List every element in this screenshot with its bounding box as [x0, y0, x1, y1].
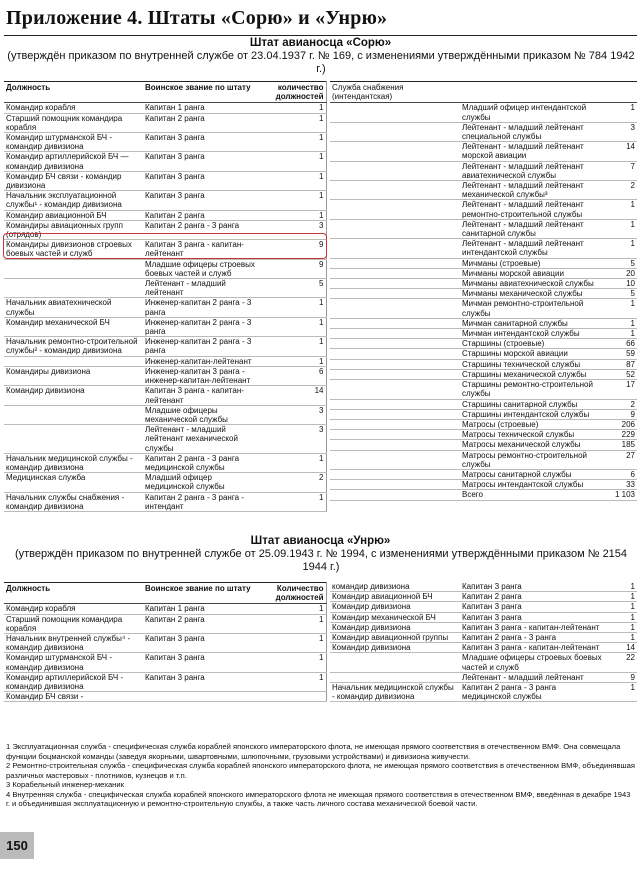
unryu-left-table [4, 582, 327, 702]
count-cell: 1 [604, 582, 637, 592]
empty-cell [330, 450, 460, 469]
rank-cell: Всего [460, 490, 604, 500]
table-row [330, 349, 637, 359]
count-cell: 14 [604, 142, 637, 161]
position-cell: Командир авиационной БЧ [330, 592, 460, 602]
table-row [4, 337, 326, 356]
unryu-header-count: Количество должностей [260, 583, 326, 604]
table-row [330, 219, 637, 238]
rank-cell: Капитан 2 ранга [143, 210, 260, 220]
empty-cell [330, 409, 460, 419]
count-cell: 1 [260, 317, 326, 336]
count-cell: 33 [604, 480, 637, 490]
rank-cell: Инженер-капитан 3 ранга - инженер-капитан-лейтенант [143, 366, 260, 385]
rank-cell: Лейтенант - младший лейтенант ремонтно-строительной службы [460, 200, 604, 219]
table-row [330, 329, 637, 339]
rank-cell: Капитан 2 ранга - 3 ранга медицинской службы [460, 683, 604, 702]
count-cell: 5 [604, 289, 637, 299]
rank-cell: Капитан 2 ранга - 3 ранга [460, 633, 604, 643]
position-cell: Начальник медицинской службы - командир дивизиона [4, 453, 143, 472]
rank-cell: Капитан 2 ранга [143, 113, 260, 132]
position-cell [4, 356, 143, 366]
rank-cell: Мичманы (строевые) [460, 258, 604, 268]
empty-cell [330, 239, 460, 258]
table-row [330, 181, 637, 200]
table-row [4, 317, 326, 336]
rank-cell: Капитан 3 ранга - капитан-лейтенант [460, 643, 604, 653]
table-row [4, 453, 326, 472]
table-row [330, 103, 637, 122]
rank-cell: Матросы (строевые) [460, 419, 604, 429]
empty-cell [330, 318, 460, 328]
count-cell: 14 [604, 643, 637, 653]
count-cell: 1 [604, 219, 637, 238]
position-cell: Командир артиллерийской БЧ — командир дивизиона [4, 152, 143, 171]
rank-cell: Мичман санитарной службы [460, 318, 604, 328]
unryu-title: Штат авианосца «Унрю» [250, 535, 391, 547]
count-cell: 206 [604, 419, 637, 429]
position-cell: Командир дивизиона [4, 386, 143, 405]
highlight-box [3, 233, 327, 259]
page-heading: Приложение 4. Штаты «Сорю» и «Унрю» [6, 7, 388, 29]
table-row [330, 643, 637, 653]
position-cell: Начальник авиатехнической службы [4, 298, 143, 317]
position-cell: Старший помощник командира корабля [4, 614, 143, 633]
table-row [4, 692, 326, 702]
table-row [330, 582, 637, 592]
footnote: 1 Эксплуатационная служба - специфическая служба кораблей японского императорского флота, не имеющая прямого соответствия в отечественном ВМФ. Она совмещала функции боцманской команды (заведуя якорными, швартовными, шлюпочными, грузовыми устройствами) и дивизиона живучести. [6, 742, 621, 761]
empty-cell [330, 339, 460, 349]
rank-cell: Матросы технической службы [460, 430, 604, 440]
count-cell: 1 [604, 633, 637, 643]
footnote: 3 Корабельный инженер-механик [6, 780, 124, 789]
empty-cell [330, 359, 460, 369]
count-cell: 1 [260, 133, 326, 152]
count-cell: 1 [604, 602, 637, 612]
position-cell [4, 425, 143, 454]
count-cell: 1 [604, 612, 637, 622]
rank-cell: Младший офицер медицинской службы [143, 473, 260, 492]
count-cell: 7 [604, 161, 637, 180]
rank-cell: Лейтенант - младший лейтенант авиатехнической службы [460, 161, 604, 180]
position-cell: Командир механической БЧ [330, 612, 460, 622]
count-cell: 17 [604, 380, 637, 399]
count-cell: 87 [604, 359, 637, 369]
count-cell: 9 [260, 240, 326, 259]
rank-cell: Капитан 1 ранга [143, 103, 260, 113]
rank-cell: Капитан 3 ранга [143, 634, 260, 653]
table-row [330, 612, 637, 622]
count-cell: 3 [260, 405, 326, 424]
rank-cell: Лейтенант - младший лейтенант [143, 279, 260, 298]
table-row [330, 200, 637, 219]
table-row [4, 653, 326, 672]
empty-cell [330, 289, 460, 299]
rank-cell: Лейтенант - младший лейтенант морской авиации [460, 142, 604, 161]
table-row [330, 592, 637, 602]
count-cell: 10 [604, 279, 637, 289]
rank-cell: Старшины (строевые) [460, 339, 604, 349]
table-row [330, 239, 637, 258]
count-cell: 1 [604, 299, 637, 318]
rank-cell: Матросы механической службы [460, 440, 604, 450]
count-cell: 14 [260, 386, 326, 405]
table-row [330, 602, 637, 612]
count-cell: 22 [604, 653, 637, 672]
position-cell [4, 279, 143, 298]
rank-cell: Младший офицер интендантской службы [460, 103, 604, 122]
table-row [330, 430, 637, 440]
count-cell: 1 [260, 337, 326, 356]
rank-cell: Капитан 3 ранга [460, 582, 604, 592]
count-cell: 9 [604, 409, 637, 419]
table-row [4, 425, 326, 454]
position-cell: Командир штурманской БЧ - командир дивизиона [4, 653, 143, 672]
rank-cell: Капитан 3 ранга - капитан-лейтенант [143, 240, 260, 259]
empty-cell [330, 258, 460, 268]
position-cell: Старший помощник командира корабля [4, 113, 143, 132]
rank-cell: Старшины механической службы [460, 369, 604, 379]
table-row [4, 210, 326, 220]
empty-cell [330, 268, 460, 278]
rank-cell: Капитан 3 ранга [143, 653, 260, 672]
count-cell: 27 [604, 450, 637, 469]
count-cell: 5 [604, 258, 637, 268]
count-cell: 1 [604, 318, 637, 328]
rank-cell: Капитан 2 ранга [460, 592, 604, 602]
count-cell: 1 [260, 356, 326, 366]
position-cell: Начальник ремонтно-строительной службы² - командир дивизиона [4, 337, 143, 356]
count-cell: 66 [604, 339, 637, 349]
rank-cell [143, 692, 260, 702]
rank-cell: Мичман ремонтно-строительной службы [460, 299, 604, 318]
empty-cell [330, 490, 460, 500]
empty-cell [330, 469, 460, 479]
count-cell: 185 [604, 440, 637, 450]
position-cell: Командиры дивизионов строевых боевых частей и служб [4, 240, 143, 259]
rank-cell: Капитан 2 ранга - 3 ранга - интендант [143, 492, 260, 511]
table-row [4, 298, 326, 317]
count-cell: 20 [604, 268, 637, 278]
rank-cell: Мичман интендантской службы [460, 329, 604, 339]
empty-cell [330, 122, 460, 141]
table-row [4, 366, 326, 385]
unryu-subtitle: (утверждён приказом по внутренней службе от 25.09.1943 г. № 1994, с изменениями утверждёнными приказом № 2154 1944 г.) [14, 548, 628, 573]
table-row [4, 405, 326, 424]
table-row [330, 318, 637, 328]
count-cell: 1 [260, 653, 326, 672]
position-cell: Командир штурманской БЧ - командир дивизиона [4, 133, 143, 152]
count-cell: 2 [604, 181, 637, 200]
table-row [330, 258, 637, 268]
count-cell: 9 [260, 259, 326, 278]
soryu-left-table [4, 81, 327, 512]
table-row [4, 634, 326, 653]
table-row [330, 480, 637, 490]
table-row [330, 279, 637, 289]
position-cell: Начальник службы снабжения - командир дивизиона [4, 492, 143, 511]
empty-cell [330, 430, 460, 440]
empty-cell [330, 369, 460, 379]
count-cell: 9 [604, 672, 637, 682]
rank-cell: Мичманы авиатехнической службы [460, 279, 604, 289]
empty-cell [330, 419, 460, 429]
position-cell: Командир корабля [4, 604, 143, 614]
count-cell: 1 [260, 604, 326, 614]
count-cell: 5 [260, 279, 326, 298]
rank-cell: Лейтенант - младший лейтенант специальной службы [460, 122, 604, 141]
count-cell: 1 [604, 239, 637, 258]
count-cell: 1 [260, 298, 326, 317]
rank-cell: Инженер-капитан-лейтенант [143, 356, 260, 366]
table-row [330, 622, 637, 632]
rank-cell: Старшины технической службы [460, 359, 604, 369]
count-cell: 2 [260, 473, 326, 492]
unryu-header-position: Должность [4, 583, 143, 604]
position-cell: Командир авиационной группы [330, 633, 460, 643]
table-row [4, 133, 326, 152]
count-cell [260, 692, 326, 702]
position-cell: Начальник медицинской службы - командир дивизиона [330, 683, 460, 702]
empty-cell [330, 440, 460, 450]
empty-cell [330, 349, 460, 359]
empty-cell [330, 103, 460, 122]
count-cell: 2 [604, 399, 637, 409]
count-cell: 1 [604, 200, 637, 219]
table-row [330, 419, 637, 429]
table-row [4, 492, 326, 511]
count-cell: 3 [604, 122, 637, 141]
table-row [4, 152, 326, 171]
rank-cell: Лейтенант - младший лейтенант механической службы [143, 425, 260, 454]
table-row [330, 409, 637, 419]
empty-cell [330, 200, 460, 219]
count-cell: 1 [260, 614, 326, 633]
soryu-title: Штат авианосца «Сорю» [249, 37, 392, 49]
footnote: 4 Внутренняя служба - специфическая служба кораблей японского императорского флота не имеющая прямого соответствия в отечественном ВМФ, введённая в декабре 1943 г. и объединившая эксплуатационную и ремонтно-строительную службы, а также часть личного состава механической боевой части. [6, 789, 631, 808]
rank-cell: Капитан 3 ранга [460, 602, 604, 612]
empty-cell [330, 380, 460, 399]
position-cell: Командир БЧ связи - командир дивизиона [4, 171, 143, 190]
table-row [330, 339, 637, 349]
count-cell: 1 [260, 210, 326, 220]
position-cell: Начальник внутренней службы⁴ - командир дивизиона [4, 634, 143, 653]
table-row [330, 122, 637, 141]
rank-cell: Младшие офицеры строевых боевых частей и служб [143, 259, 260, 278]
table-row [4, 356, 326, 366]
table-row [4, 614, 326, 633]
rank-cell: Младшие офицеры механической службы [143, 405, 260, 424]
heading-rule [4, 35, 637, 36]
table-row [330, 369, 637, 379]
rank-cell: Старшины санитарной службы [460, 399, 604, 409]
position-cell [4, 259, 143, 278]
position-cell: Командир БЧ связи - [4, 692, 143, 702]
position-cell [4, 405, 143, 424]
position-cell: Командир дивизиона [330, 602, 460, 612]
table-row [330, 683, 637, 702]
table-row [330, 450, 637, 469]
rank-cell: Матросы ремонтно-строительной службы [460, 450, 604, 469]
empty-cell [330, 219, 460, 238]
unryu-right-table [330, 582, 637, 702]
position-cell: Командир авиационной БЧ [4, 210, 143, 220]
footnotes [6, 742, 636, 809]
count-cell: 6 [604, 469, 637, 479]
col-header-supply: Служба снабжения (интендантская) [330, 82, 460, 103]
table-row [330, 490, 637, 500]
rank-cell: Старшины ремонтно-строительной службы [460, 380, 604, 399]
table-row [330, 399, 637, 409]
soryu-subtitle: (утверждён приказом по внутренней службе от 23.04.1937 г. № 169, с изменениями утверждёнными приказом № 784 1942 г.) [7, 50, 635, 75]
position-cell [330, 672, 460, 682]
table-row [330, 359, 637, 369]
empty-cell [330, 142, 460, 161]
count-cell: 1 [604, 329, 637, 339]
table-row [330, 633, 637, 643]
table-row [330, 289, 637, 299]
rank-cell: Лейтенант - младший лейтенант механической службы³ [460, 181, 604, 200]
table-row [4, 191, 326, 210]
count-cell: 1 103 [604, 490, 637, 500]
table-row [330, 161, 637, 180]
count-cell: 59 [604, 349, 637, 359]
footnote: 2 Ремонтно-строительная служба - специфическая служба кораблей японского императорского флота, не имеющая прямого соответствия в отечественном ВМФ, объединявшая различных мастеровых - плотников, кузнецов и т.п. [6, 761, 635, 780]
position-cell: Командиры дивизиона [4, 366, 143, 385]
position-cell: Командир дивизиона [330, 622, 460, 632]
position-cell [330, 653, 460, 672]
count-cell: 1 [260, 672, 326, 691]
table-row [330, 142, 637, 161]
count-cell: 229 [604, 430, 637, 440]
rank-cell: Младшие офицеры строевых боевых частей и служб [460, 653, 604, 672]
count-cell: 1 [260, 191, 326, 210]
count-cell: 3 [260, 220, 326, 239]
empty-cell [330, 399, 460, 409]
table-row [330, 672, 637, 682]
count-cell: 52 [604, 369, 637, 379]
count-cell: 1 [604, 622, 637, 632]
table-row [330, 268, 637, 278]
table-row [330, 469, 637, 479]
count-cell: 1 [260, 103, 326, 113]
position-cell: Начальник эксплуатационной службы¹ - командир дивизиона [4, 191, 143, 210]
empty-cell [330, 279, 460, 289]
rank-cell: Капитан 3 ранга [143, 152, 260, 171]
table-row [4, 604, 326, 614]
count-cell: 1 [604, 103, 637, 122]
count-cell: 1 [260, 152, 326, 171]
count-cell: 1 [604, 592, 637, 602]
rank-cell: Инженер-капитан 2 ранга - 3 ранга [143, 337, 260, 356]
empty-cell [330, 161, 460, 180]
table-row [330, 653, 637, 672]
rank-cell: Капитан 3 ранга [143, 171, 260, 190]
count-cell: 1 [260, 113, 326, 132]
table-row [4, 473, 326, 492]
count-cell: 1 [260, 634, 326, 653]
count-cell: 1 [260, 171, 326, 190]
rank-cell: Капитан 1 ранга [143, 604, 260, 614]
rank-cell: Старшины морской авиации [460, 349, 604, 359]
table-row [330, 380, 637, 399]
position-cell: Командир дивизиона [330, 643, 460, 653]
rank-cell: Капитан 3 ранга [143, 672, 260, 691]
rank-cell: Инженер-капитан 2 ранга - 3 ранга [143, 317, 260, 336]
rank-cell: Капитан 2 ранга - 3 ранга медицинской службы [143, 453, 260, 472]
table-row [4, 672, 326, 691]
rank-cell: Лейтенант - младший лейтенант интендантской службы [460, 239, 604, 258]
position-cell: Командир корабля [4, 103, 143, 113]
position-cell: командир дивизиона [330, 582, 460, 592]
empty-cell [330, 480, 460, 490]
rank-cell: Капитан 3 ранга - капитан-лейтенант [460, 622, 604, 632]
position-cell: Командиры авиационных групп (отрядов) [4, 220, 143, 239]
rank-cell: Матросы интендантской службы [460, 480, 604, 490]
col-header-count: количество должностей [260, 82, 326, 103]
empty-cell [330, 329, 460, 339]
unryu-header-rank: Воинское звание по штату [143, 583, 260, 604]
count-cell: 6 [260, 366, 326, 385]
rank-cell: Лейтенант - младший лейтенант [460, 672, 604, 682]
table-row [4, 386, 326, 405]
empty-cell [330, 299, 460, 318]
count-cell: 3 [260, 425, 326, 454]
rank-cell: Мичманы механической службы [460, 289, 604, 299]
empty-cell [330, 181, 460, 200]
position-cell: Командир артиллерийской БЧ - командир дивизиона [4, 672, 143, 691]
rank-cell: Капитан 2 ранга [143, 614, 260, 633]
table-row [4, 113, 326, 132]
col-header-rank: Воинское звание по штату [143, 82, 260, 103]
rank-cell: Лейтенант - младший лейтенант санитарной службы [460, 219, 604, 238]
count-cell: 1 [260, 453, 326, 472]
page-number: 150 [0, 832, 34, 859]
rank-cell: Капитан 3 ранга [460, 612, 604, 622]
rank-cell: Капитан 3 ранга [143, 133, 260, 152]
soryu-right-table [330, 81, 637, 501]
position-cell: Командир механической БЧ [4, 317, 143, 336]
table-row [4, 259, 326, 278]
rank-cell: Инженер-капитан 2 ранга - 3 ранга [143, 298, 260, 317]
rank-cell: Старшины интендантской службы [460, 409, 604, 419]
table-row [4, 103, 326, 113]
rank-cell: Капитан 3 ранга - капитан-лейтенант [143, 386, 260, 405]
rank-cell: Капитан 3 ранга [143, 191, 260, 210]
count-cell: 1 [604, 683, 637, 702]
table-row [4, 279, 326, 298]
table-row [4, 171, 326, 190]
table-row [330, 299, 637, 318]
rank-cell: Матросы санитарной службы [460, 469, 604, 479]
count-cell: 1 [260, 492, 326, 511]
rank-cell: Капитан 2 ранга - 3 ранга [143, 220, 260, 239]
table-row [330, 440, 637, 450]
position-cell: Медицинская служба [4, 473, 143, 492]
rank-cell: Мичманы морской авиации [460, 268, 604, 278]
col-header-position: Должность [4, 82, 143, 103]
